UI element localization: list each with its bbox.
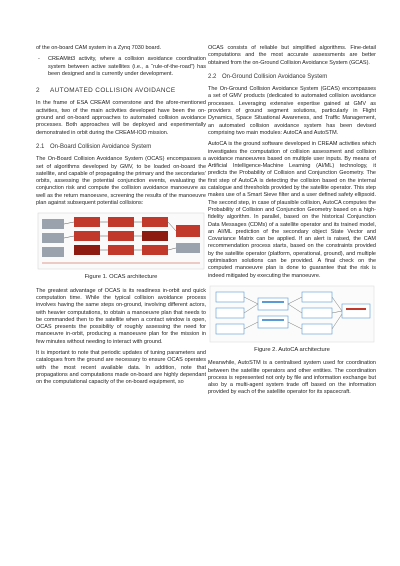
figure-1-caption: Figure 1. OCAS architecture [84, 274, 158, 281]
section-2-heading [36, 87, 206, 94]
section-2-title: AUTOMATED COLLISION AVOIDANCE [50, 87, 176, 95]
section-2-2-title: On-Ground Collision Avoidance System [222, 73, 328, 80]
section-2-1-paragraph: The On-Board Collision Avoidance System (OCAS) encompasses a set of algorithms developed by GMV, to be loaded on-board the satellite, and capable of propagating the primary and the secondaries’ orbits, assessing the potential conjunction events, evaluating the conjunction risk and compute the collision avoidance manoeuvre as well as the return manoeuvre, screening the results of the manoeuvre plan against subsequent potential collisions: [36, 156, 206, 207]
section-2-1-number: 2.1 [36, 143, 45, 150]
ocas-updates-paragraph: It is important to note that periodic updates of tuning parameters and catalogues from the ground are necessary to ensure OCAS operates with the most recent available data. In addition, note that propagations and computations made on-board are highly dependant on the computational capacity of the on-board equipment, so [36, 350, 206, 386]
section-2-number: 2 [36, 87, 40, 95]
bullet-dash: - [38, 56, 40, 63]
section-2-2-number: 2.2 [208, 73, 217, 80]
section-2-paragraph: In the frame of ESA CREAM cornerstone and the afore-mentioned activities, two of the main activities developed have been the on-ground and on-board approaches to automated collision avoidance processes. Both approaches will be deployed and experimentally demonstrated in orbit during the CREAM-IOD mission. [36, 100, 206, 136]
ocas-architecture-diagram [36, 211, 206, 271]
bullet-text: CREAMitt3 activity, where a collision avoidance coordination system between active satellites (i.e., a “rule-of-the-road”) has been designed and is currently under development. [48, 56, 206, 77]
figure-2-autoca-architecture [208, 284, 376, 344]
right-column [208, 0, 376, 401]
left-column [36, 0, 206, 391]
left-continuation-paragraph: of the on-board CAM system in a Zynq 7030 board. [36, 45, 162, 51]
autoca-architecture-diagram [208, 284, 376, 344]
figure-2-caption: Figure 2. AutoCA architecture [254, 346, 330, 353]
section-2-2-paragraph: The On-Ground Collision Avoidance System (GCAS) encompasses a set of GMV products (dedicated to automated collision avoidance processes. Leveraging extensive expertise gained at GMV as providers of ground segment solutions, particularly in Flight Dynamics, Space Situational Awareness, and Traffic Management, an automated collision avoidance system has been devised comprising two main modules: AutoCA and AutoSTM. [208, 86, 376, 136]
autoca-paragraph: AutoCA is the ground software developed in CREAM activities which investigates the computation of collision assessment and collision avoidance manoeuvres based on multiple user inputs. By means of Artificial Intelligence-Machine Learning (AI/ML) technology, it predicts the Probability of Collision and Conjunction Geometry. The first step of AutoCA is detecting the collision based on the internal catalogue and thresholds provided by the satellite operator. This step makes use of a Smart Sieve filter and a user defined safety ellipsoid. The second step, in case of plausible collision, AutoCA computes the Probability of Collision and Conjunction Geometry based on a high-fidelity algorithm. In parallel, based on the historical Conjunction Data Messages (CDMs) of a satellite operator and its trained model, an AI/ML prediction of the secondary object State Vector and Covariance Matrix can be applied. If an alert is raised, the CAM recommendation process starts, based on the constraints provided by the satellite operator (platform, operational, ground), and multiple optimisation solutions can be provided. A final check on the computed manoeuvre plan is done to guarantee that the risk is indeed mitigated by executing the manoeuvre. [208, 141, 376, 279]
bullet-item [36, 56, 206, 78]
ocas-advantage-paragraph: The greatest advantage of OCAS is its readiness in-orbit and quick computation time. While the typical collision avoidance process involves having the same steps on-ground, involving different actors, with heavier computations, to obtain a manoeuvre plan that needs to be commanded then to the satellite when a contact window is open, OCAS presents the possibility of roughly assessing the need for manoeuvre in-orbit, producing a manoeuvre plan for the mission in few minutes without needing to interact with ground. [36, 287, 206, 345]
autostm-paragraph: Meanwhile, AutoSTM is a centralised system used for coordination between the satellite operators and other entities. The coordination process is represented not only by file and information exchange but also by a multi-agent system trade off based on the information provided by each of the satellite operator for its spacecraft. [208, 360, 376, 396]
section-2-2-heading [208, 74, 376, 81]
figure-1-ocas-architecture [36, 211, 206, 271]
right-continuation-paragraph: OCAS consists of reliable but simplified algorithms. Fine-detail computations and the most accurate assessments are better obtained from the on-Ground Collision Avoidance System (GCAS). [208, 45, 376, 66]
section-2-1-heading [36, 144, 206, 151]
section-2-1-title: On-Board Collision Avoidance System [50, 143, 152, 150]
